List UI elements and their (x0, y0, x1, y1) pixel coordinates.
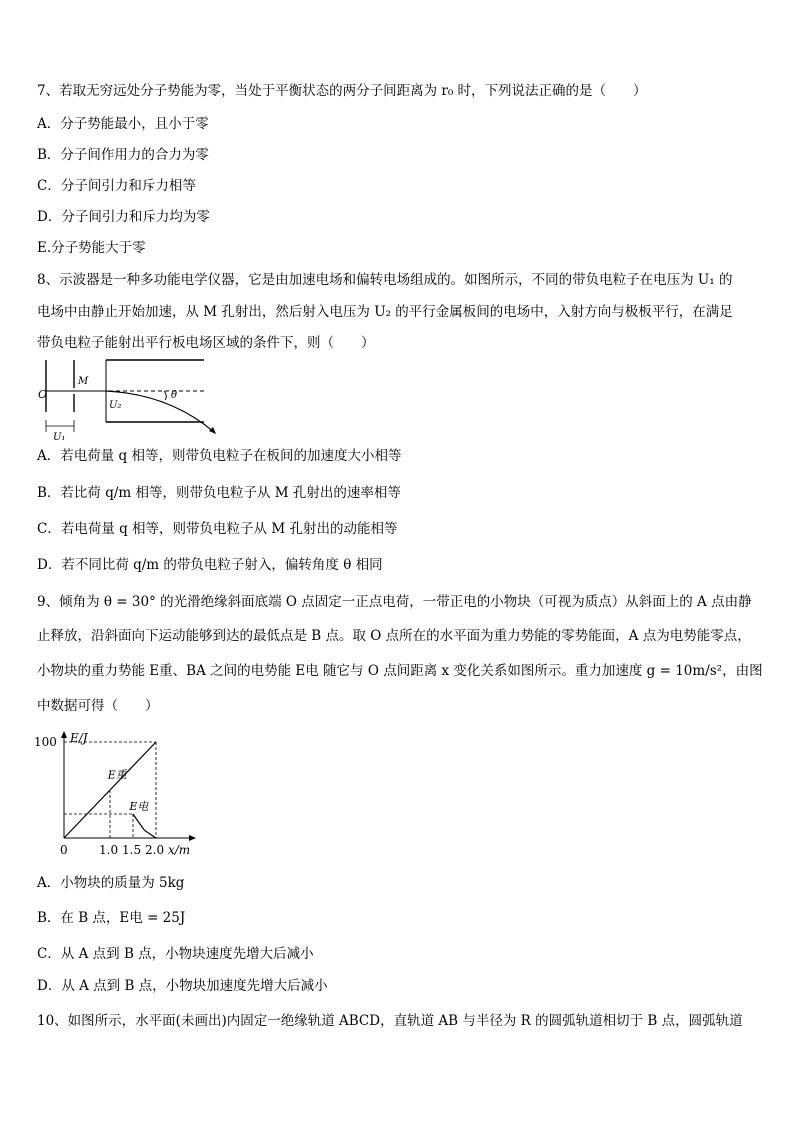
q9-stem-line-4: 中数据可得（ ） (37, 698, 159, 714)
q10-stem: 10、如图所示，水平面(未画出)内固定一绝缘轨道 ABCD，直轨道 AB 与半径为 R 的圆弧轨道相切于 B 点，圆弧轨道 (37, 1013, 743, 1029)
q8-option-a: A．若电荷量 q 相等，则带负电粒子在板间的加速度大小相等 (37, 448, 402, 464)
q7-option-b: B．分子间作用力的合力为零 (37, 147, 209, 163)
oscilloscope-diagram (34, 354, 234, 446)
q9-option-d: D．从 A 点到 B 点，小物块加速度先增大后减小 (37, 978, 328, 994)
series-label-egrav: E重 (107, 768, 127, 782)
q7-option-d: D．分子间引力和斥力均为零 (37, 209, 210, 225)
y-axis-label: E/J (70, 731, 88, 745)
label-theta: θ (171, 390, 178, 401)
label-u1: U₁ (53, 432, 66, 443)
series-line-eelec (133, 814, 156, 838)
q9-option-b: B．在 B 点，E电 = 25J (37, 910, 186, 926)
q7-option-e: E.分子势能大于零 (37, 240, 146, 256)
q8-option-c: C．若电荷量 q 相等，则带负电粒子从 M 孔射出的动能相等 (37, 521, 398, 537)
trajectory (106, 391, 214, 432)
series-label-eelec: E电 (129, 800, 149, 813)
y-tick-label: 100 (34, 735, 57, 749)
y-axis-arrow (61, 731, 67, 738)
x-tick-label: 2.0 (145, 843, 165, 857)
q8-stem-line-3: 带负电粒子能射出平行板电场区域的条件下，则（ ） (37, 335, 375, 351)
q9-option-c: C．从 A 点到 B 点，小物块速度先增大后减小 (37, 946, 314, 962)
q7-option-c: C．分子间引力和斥力相等 (37, 178, 196, 194)
q9-stem-line-3: 小物块的重力势能 E重、BA 之间的电势能 E电 随它与 O 点间距离 x 变化关系如图所示。重力加速度 g = 10m/s²，由图 (37, 663, 763, 679)
q9-stem-line-1: 9、倾角为 θ = 30° 的光滑绝缘斜面底端 O 点固定一正点电荷，一带正电的小物块（可视为质点）从斜面上的 A 点由静 (37, 594, 752, 610)
theta-arc (164, 391, 166, 400)
x-tick-label: 1.5 (122, 843, 142, 857)
x-tick-label: 0 (60, 843, 68, 857)
x-tick-label: 1.0 (99, 843, 119, 857)
q7-option-a: A．分子势能最小，且小于零 (37, 116, 209, 132)
label-o: O (38, 388, 48, 401)
q8-option-b: B．若比荷 q/m 相等，则带负电粒子从 M 孔射出的速率相等 (37, 485, 401, 501)
label-m: M (78, 376, 89, 387)
q9-stem-line-2: 止释放，沿斜面向下运动能够到达的最低点是 B 点。取 O 点所在的水平面为重力势能的零势能面，A 点为电势能零点， (37, 628, 751, 644)
label-u2: U₂ (109, 400, 122, 411)
q8-option-d: D．若不同比荷 q/m 的带负电粒子射入，偏转角度 θ 相同 (37, 557, 383, 573)
q9-option-a: A．小物块的质量为 5kg (37, 875, 185, 891)
energy-chart (32, 728, 202, 858)
q7-stem: 7、若取无穷远处分子势能为零，当处于平衡状态的两分子间距离为 r₀ 时，下列说法正确的是（ ） (37, 83, 647, 99)
x-axis-label: x/m (168, 843, 191, 857)
x-axis-arrow (189, 835, 196, 841)
q8-stem-line-2: 电场中由静止开始加速，从 M 孔射出，然后射入电压为 U₂ 的平行金属板间的电场中，入射方向与极板平行，在满足 (37, 304, 733, 320)
q8-stem-line-1: 8、示波器是一种多功能电学仪器，它是由加速电场和偏转电场组成的。如图所示，不同的带负电粒子在电压为 U₁ 的 (37, 272, 733, 288)
series-line-egrav (64, 742, 156, 838)
